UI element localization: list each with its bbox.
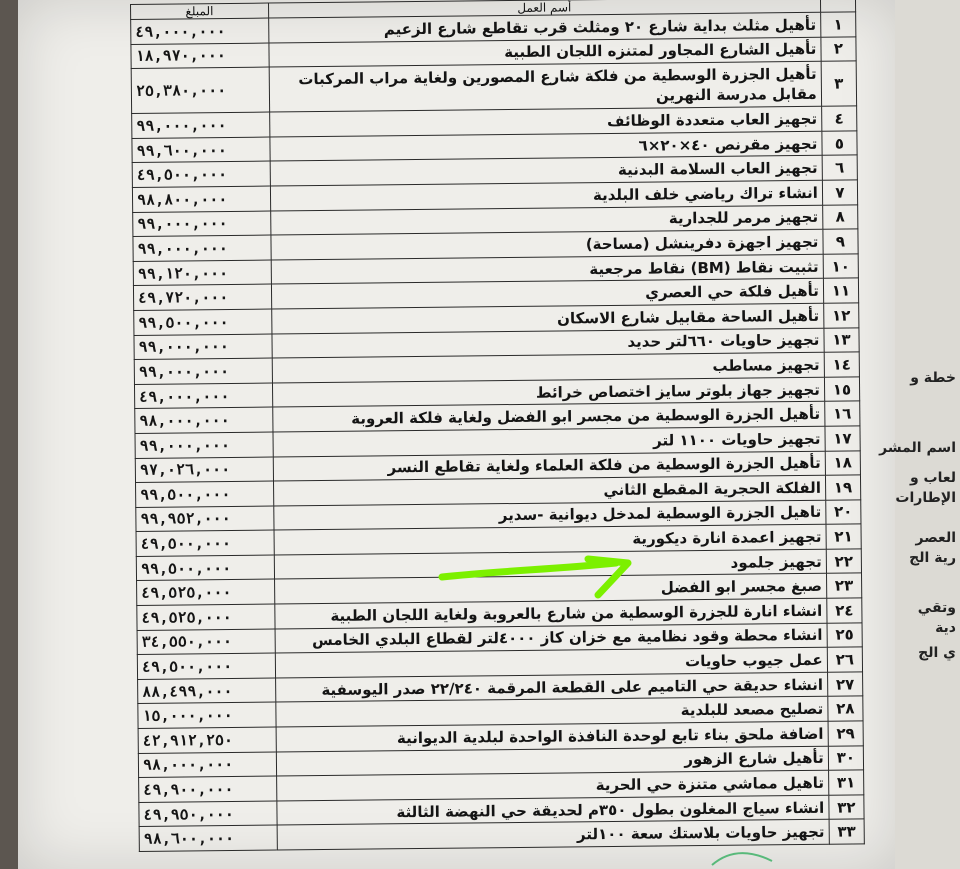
row-number: ١٩: [825, 475, 860, 500]
row-work-name: انشاء انارة للجزرة الوسطية من شارع بالعروبة ولغاية اللجان الطبية: [275, 598, 827, 628]
row-amount: ٩٩,٩٥٢,٠٠٠: [136, 506, 274, 532]
row-amount: ٤٩,٥٠٠,٠٠٠: [136, 530, 274, 556]
row-number: ٦: [822, 155, 857, 180]
row-number: ١٢: [823, 303, 858, 328]
row-number: ٢١: [826, 524, 861, 549]
row-number: ٢٩: [828, 721, 863, 746]
row-work-name: انشاء حديقة حي التاميم على القطعة المرقمة ٢٢/٢٤٠ صدر اليوسفية: [275, 672, 827, 702]
row-amount: ٣٤,٥٥٠,٠٠٠: [137, 629, 275, 655]
row-amount: ٩٩,٥٠٠,٠٠٠: [136, 555, 274, 581]
row-number: ٥: [822, 131, 857, 156]
row-work-name: تاهيل مماشي متنزة حي الحرية: [276, 770, 828, 800]
row-work-name: تجهيز اجهزة دفرينشل (مساحة): [271, 229, 823, 259]
row-number: ١٠: [823, 254, 858, 279]
row-amount: ٩٩,٠٠٠,٠٠٠: [134, 334, 272, 360]
row-number: ٢: [821, 36, 856, 61]
document-page: [18, 0, 898, 869]
row-work-name: تجهيز جهاز بلوتر سايز اختصاص خرائط: [272, 377, 824, 407]
side-sheet-fragment: لعاب و: [909, 470, 956, 486]
row-amount: ٩٩,٦٠٠,٠٠٠: [132, 137, 270, 163]
row-work-name: تأهيل الساحة مقابيل شارع الاسكان: [271, 303, 823, 333]
row-number: ٢٣: [826, 573, 861, 598]
row-amount: ١٨,٩٧٠,٠٠٠: [131, 43, 269, 69]
row-number: ١٦: [825, 401, 860, 426]
row-work-name: تجهيز حاويات ١١٠٠ لتر: [273, 426, 825, 456]
row-number: ٤: [821, 106, 856, 131]
row-amount: ٩٩,٥٠٠,٠٠٠: [134, 309, 272, 335]
side-sheet-fragment: ي الج: [918, 645, 956, 661]
row-amount: ٤٩,٥٢٥,٠٠٠: [137, 579, 275, 605]
row-number: ١٨: [825, 450, 860, 475]
row-number: ٨: [822, 204, 857, 229]
header-number: [820, 0, 855, 12]
projects-table: [130, 0, 865, 852]
row-work-name: اضافة ملحق بناء تابع لوحدة النافذة الواحدة لبلدية الديوانية: [276, 721, 828, 751]
row-number: ٣٠: [828, 745, 863, 770]
row-number: ٩: [823, 229, 858, 254]
row-amount: ٤٩,٠٠٠,٠٠٠: [131, 18, 269, 44]
row-number: ١٣: [824, 327, 859, 352]
row-amount: ٤٩,٧٢٠,٠٠٠: [133, 284, 271, 310]
row-work-name: تجهيز جلمود: [274, 549, 826, 579]
row-number: ١٧: [825, 426, 860, 451]
row-amount: ٩٩,٠٠٠,٠٠٠: [133, 211, 271, 237]
adjacent-sheet: [879, 0, 960, 869]
row-work-name: تأهيل الشارع المجاور لمتنزه اللجان الطبية: [269, 37, 821, 67]
side-sheet-fragment: الإطارات: [895, 490, 956, 506]
row-work-name: تاهيل الجزرة الوسطية لمدخل ديوانية -سدير: [274, 500, 826, 530]
row-amount: ٢٥,٣٨٠,٠٠٠: [131, 67, 269, 113]
row-number: ٣٢: [829, 795, 864, 820]
row-work-name: انشاء سياج المغلون بطول ٣٥٠م لحديقة حي النهضة الثالثة: [277, 795, 829, 825]
row-number: ٣١: [828, 770, 863, 795]
row-amount: ٤٩,٥٠٠,٠٠٠: [132, 161, 270, 187]
row-number: ٢٧: [827, 672, 862, 697]
row-amount: ٩٩,٠٠٠,٠٠٠: [135, 432, 273, 458]
side-sheet-fragment: اسم المشر: [879, 440, 956, 456]
row-amount: ٩٨,٦٠٠,٠٠٠: [139, 825, 277, 851]
row-amount: ٩٩,١٢٠,٠٠٠: [133, 260, 271, 286]
row-amount: ٤٢,٩١٢,٢٥٠: [138, 727, 276, 753]
row-amount: ٤٩,٥٠٠,٠٠٠: [137, 653, 275, 679]
row-work-name: تأهيل الجزرة الوسطية من فلكة العلماء ولغاية تقاطع النسر: [273, 451, 825, 481]
row-amount: ٩٨,٨٠٠,٠٠٠: [132, 186, 270, 212]
row-work-name: تجهيز حاويات بلاستك سعة ١٠٠لتر: [277, 820, 829, 850]
row-work-name: تجهيز مقرنص ٤٠×٢٠×٦: [270, 131, 822, 161]
row-work-name: انشاء محطة وقود نظامية مع خزان كاز ٤٠٠٠لتر لقطاع البلدي الخامس: [275, 623, 827, 653]
side-sheet-fragment: دية: [935, 620, 956, 636]
row-work-name: تجهيز العاب متعددة الوظائف: [269, 106, 821, 136]
row-amount: ٩٩,٠٠٠,٠٠٠: [133, 235, 271, 261]
row-number: ٣: [821, 61, 857, 106]
row-number: ١٥: [824, 377, 859, 402]
row-work-name: تجهيز حاويات ٦٦٠لتر حديد: [272, 328, 824, 358]
table-row: [131, 61, 856, 114]
row-amount: ٤٩,٩٠٠,٠٠٠: [139, 776, 277, 802]
row-work-name: تأهيل الجزرة الوسطية من مجسر ابو الفضل ولغاية فلكة العروبة: [273, 402, 825, 432]
row-number: ٢٤: [827, 598, 862, 623]
green-pen-mark: [708, 845, 778, 869]
row-amount: ٤٩,٠٠٠,٠٠٠: [134, 383, 272, 409]
row-number: ٢٢: [826, 549, 861, 574]
row-amount: ٩٩,٠٠٠,٠٠٠: [132, 112, 270, 138]
green-arrow-annotation: [438, 555, 638, 615]
row-work-name: تجهيز العاب السلامة البدنية: [270, 156, 822, 186]
row-amount: ١٥,٠٠٠,٠٠٠: [138, 702, 276, 728]
row-work-name: الفلكة الحجرية المقطع الثاني: [273, 475, 825, 505]
row-work-name: تأهيل فلكة حي العصري: [271, 279, 823, 309]
row-number: ١٤: [824, 352, 859, 377]
header-amount: المبلغ: [131, 3, 269, 19]
row-amount: ٤٩,٩٥٠,٠٠٠: [139, 801, 277, 827]
row-number: ٢٨: [828, 696, 863, 721]
side-sheet-fragment: العصر: [915, 530, 956, 546]
row-amount: ٩٧,٠٢٦,٠٠٠: [135, 457, 273, 483]
row-amount: ٩٨,٠٠٠,٠٠٠: [138, 752, 276, 778]
row-number: ٢٥: [827, 623, 862, 648]
row-number: ٣٣: [829, 819, 864, 844]
row-work-name: تجهيز مساطب: [272, 352, 824, 382]
row-work-name: تأهيل مثلث بداية شارع ٢٠ ومثلث قرب تقاطع شارع الزعيم: [268, 12, 820, 42]
header-work-name: أسم العمل: [268, 0, 820, 18]
side-sheet-fragment: وتقي: [917, 600, 956, 616]
row-amount: ٤٩,٥٢٥,٠٠٠: [137, 604, 275, 630]
row-work-name: تجهيز اعمدة انارة ديكورية: [274, 525, 826, 555]
row-number: ١: [820, 12, 855, 37]
row-work-name: تثبيت نقاط (BM) نقاط مرجعية: [271, 254, 823, 284]
row-work-name: انشاء تراك رياضي خلف البلدية: [270, 180, 822, 210]
row-number: ٢٦: [827, 647, 862, 672]
row-work-name: تجهيز مرمر للجدارية: [270, 205, 822, 235]
row-work-name: تأهيل الجزرة الوسطية من فلكة شارع المصورين ولغاية مراب المركبات مقابل مدرسة النهرين: [269, 61, 821, 112]
row-work-name: عمل جيوب حاويات: [275, 647, 827, 677]
side-sheet-fragment: رية الج: [909, 550, 956, 566]
side-sheet-fragment: خطة و: [910, 370, 956, 386]
row-work-name: تأهيل شارع الزهور: [276, 746, 828, 776]
row-amount: ٨٨,٤٩٩,٠٠٠: [138, 678, 276, 704]
row-number: ١١: [823, 278, 858, 303]
row-work-name: صبغ مجسر ابو الفضل: [274, 574, 826, 604]
row-amount: ٩٩,٥٠٠,٠٠٠: [136, 481, 274, 507]
row-number: ٧: [822, 180, 857, 205]
row-work-name: تصليح مصعد للبلدية: [276, 697, 828, 727]
row-amount: ٩٩,٠٠٠,٠٠٠: [134, 358, 272, 384]
row-amount: ٩٨,٠٠٠,٠٠٠: [135, 407, 273, 433]
row-number: ٢٠: [826, 500, 861, 525]
